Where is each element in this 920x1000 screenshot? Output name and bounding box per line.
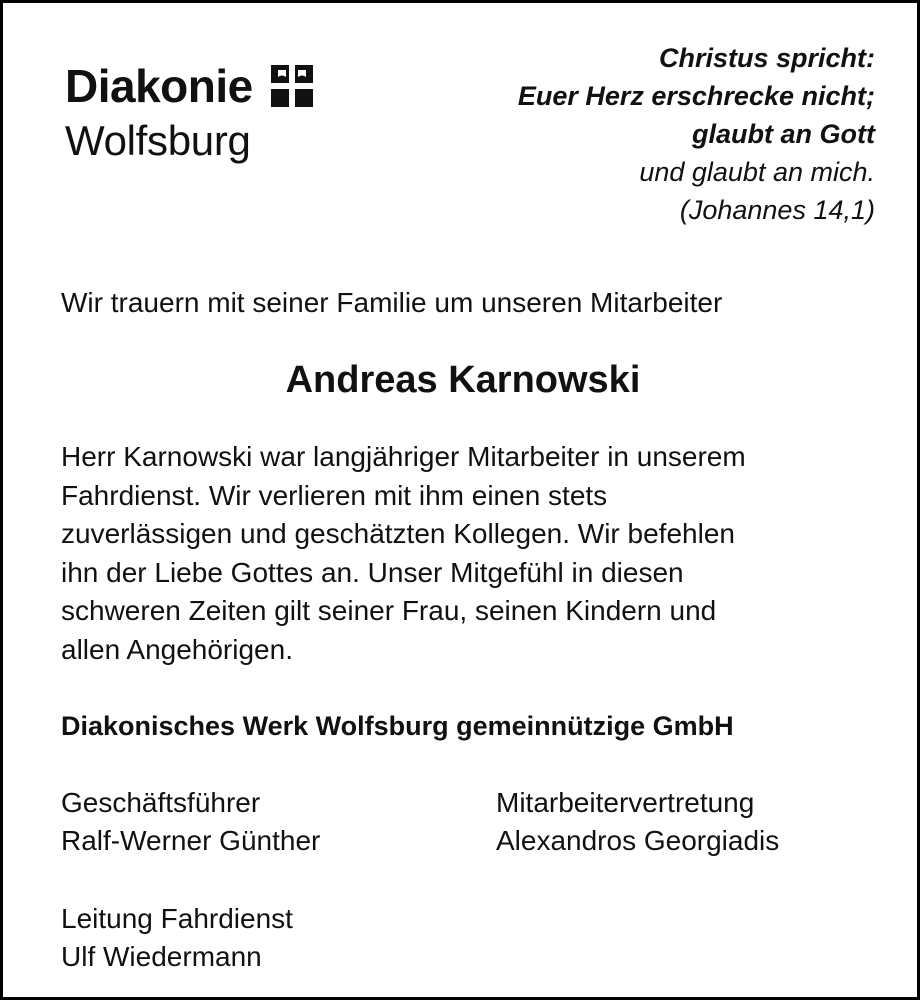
tribute-line: allen Angehörigen. (61, 633, 293, 665)
diakonie-logo (65, 61, 313, 165)
logo-wordmark: Diakonie (65, 60, 253, 112)
diakonie-cross-icon (271, 65, 313, 107)
signatory-staff-representation (496, 784, 779, 860)
bible-verse (518, 39, 875, 229)
organization-name: Diakonisches Werk Wolfsburg gemeinnützige GmbH (61, 711, 734, 741)
signatory-managing-director (61, 784, 320, 860)
tribute-text (61, 438, 881, 669)
tribute-line: Fahrdienst. Wir verlieren mit ihm einen stets (61, 479, 608, 511)
verse-line: glaubt an Gott (692, 119, 875, 149)
signatory-person: Ralf-Werner Günther (61, 825, 321, 856)
tribute-line: zuverlässigen und geschätzten Kollegen. Wir befehlen (61, 518, 735, 549)
verse-line: Euer Herz erschrecke nicht; (517, 81, 875, 111)
signatory-person: Alexandros Georgiadis (496, 825, 780, 856)
intro-text: Wir trauern mit seiner Familie um unseren Mitarbeiter (61, 287, 723, 318)
tribute-line: ihn der Liebe Gottes an. Unser Mitgefühl in diesen (61, 556, 684, 588)
signatory-role: Geschäftsführer (61, 787, 261, 818)
deceased-name: Andreas Karnowski (285, 359, 641, 401)
tribute-line: schweren Zeiten gilt seiner Frau, seinen Kindern und (61, 595, 717, 626)
verse-line: und glaubt an mich. (639, 157, 875, 187)
signatory-role: Leitung Fahrdienst (61, 903, 293, 934)
signatory-person: Ulf Wiedermann (61, 941, 262, 972)
verse-line: Christus spricht: (658, 43, 875, 73)
logo-city: Wolfsburg (65, 117, 251, 164)
verse-reference: (Johannes 14,1) (679, 195, 875, 225)
tribute-line: Herr Karnowski war langjähriger Mitarbeiter in unserem (61, 441, 746, 472)
signatory-driver-service-lead (61, 900, 293, 976)
signatory-role: Mitarbeitervertretung (496, 787, 755, 818)
